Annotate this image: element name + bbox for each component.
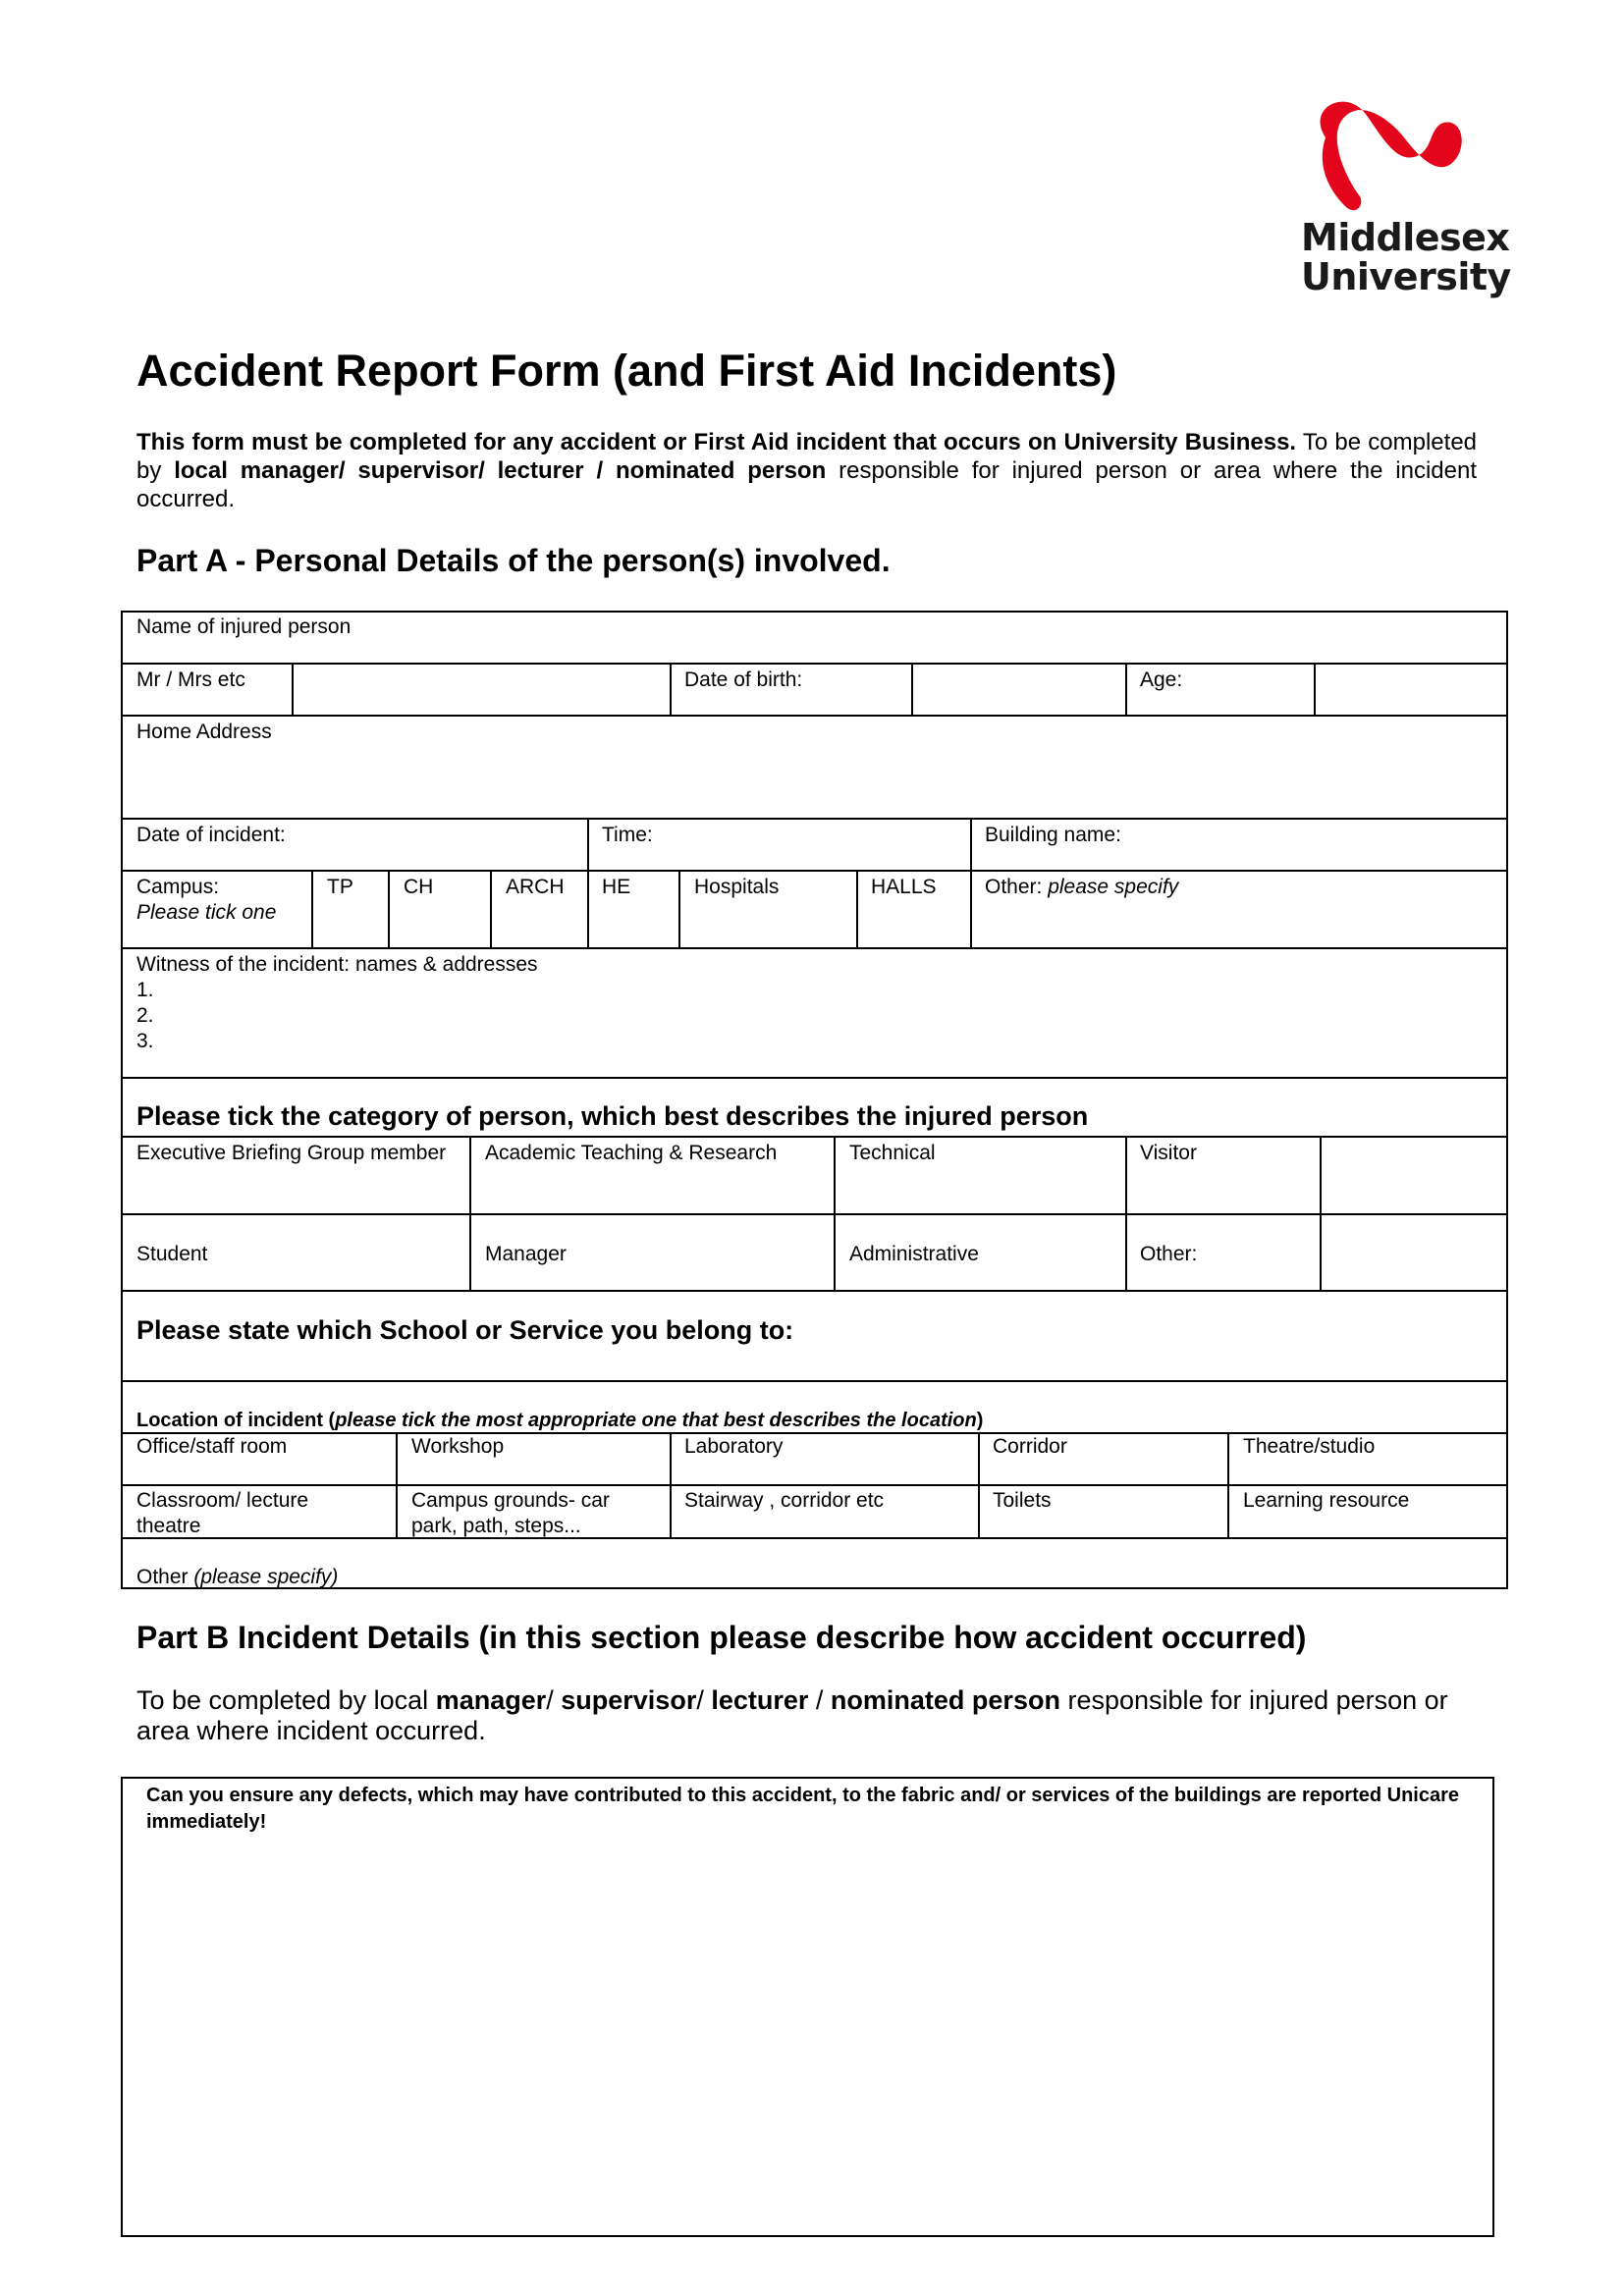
location-corridor: Corridor	[993, 1435, 1067, 1458]
campus-label-text: Campus:	[136, 876, 220, 898]
dob-field[interactable]	[914, 664, 1125, 715]
category-administrative: Administrative	[849, 1243, 979, 1265]
category-visitor: Visitor	[1140, 1142, 1197, 1164]
campus-option-hospitals[interactable]: Hospitals	[694, 876, 780, 898]
location-other-hint: (please specify)	[193, 1566, 339, 1588]
date-incident-label: Date of incident:	[136, 824, 286, 846]
part-b-intro-t1: To be completed by local	[136, 1685, 436, 1715]
age-field[interactable]	[1317, 664, 1506, 715]
campus-option-tp[interactable]: TP	[327, 876, 353, 898]
location-learning-resource: Learning resource	[1243, 1489, 1410, 1512]
category-tick-box-2[interactable]	[1323, 1215, 1506, 1290]
intro-bold-1: This form must be completed for any accident or First Aid incident that occurs on University Business.	[136, 429, 1297, 455]
campus-other-hint: please specify	[1048, 876, 1179, 898]
location-heading-start: Location of incident (	[136, 1410, 336, 1431]
intro-text-1: To be completed by	[136, 429, 1478, 484]
part-b-intro-b3: lecturer	[711, 1685, 809, 1715]
campus-option-arch[interactable]: ARCH	[506, 876, 565, 898]
campus-other-label: Other:	[985, 876, 1049, 898]
part-b-intro-b4: nominated person	[830, 1685, 1060, 1715]
part-b-intro-t3: /	[696, 1685, 712, 1715]
location-toilets: Toilets	[993, 1489, 1052, 1512]
logo-wordmark	[1301, 218, 1511, 296]
category-academic: Academic Teaching & Research	[485, 1142, 778, 1164]
name-label: Name of injured person	[136, 615, 352, 638]
part-a-heading: Part A - Personal Details of the person(s) involved.	[136, 543, 891, 578]
logo-line-1: Middlesex	[1301, 216, 1510, 259]
location-other[interactable]	[127, 1561, 348, 1594]
category-executive: Executive Briefing Group member	[136, 1142, 447, 1164]
school-heading: Please state which School or Service you belong to:	[136, 1315, 794, 1345]
location-other-label: Other	[136, 1566, 194, 1588]
part-b-intro-t5: responsible for injured person or area where incident occurred.	[136, 1685, 1448, 1745]
part-b-intro-t2: /	[546, 1685, 562, 1715]
witness-line-1: 1.	[136, 979, 154, 1001]
time-label: Time:	[602, 824, 653, 846]
category-heading: Please tick the category of person, which best describes the injured person	[136, 1101, 1089, 1131]
category-technical: Technical	[849, 1142, 936, 1164]
location-stairway: Stairway , corridor etc	[684, 1489, 885, 1512]
category-student: Student	[136, 1243, 208, 1265]
location-heading-end: )	[976, 1410, 984, 1431]
category-other: Other:	[1140, 1243, 1198, 1265]
address-label: Home Address	[136, 721, 272, 743]
title-field[interactable]	[295, 664, 670, 715]
part-b-intro-b2: supervisor	[561, 1685, 697, 1715]
category-tick-box-1[interactable]	[1323, 1137, 1506, 1212]
location-campus-grounds: Campus grounds- car park, path, steps...	[411, 1489, 610, 1537]
dob-label: Date of birth:	[684, 668, 803, 691]
campus-option-he[interactable]: HE	[602, 876, 631, 898]
age-label: Age:	[1140, 668, 1183, 691]
witness-section[interactable]	[127, 948, 548, 1058]
logo-line-2: University	[1301, 255, 1511, 298]
campus-other[interactable]	[975, 871, 1188, 904]
page-title: Accident Report Form (and First Aid Incidents)	[136, 346, 1117, 396]
location-workshop: Workshop	[411, 1435, 505, 1458]
part-b-intro-t4: /	[808, 1685, 831, 1715]
location-office: Office/staff room	[136, 1435, 288, 1458]
witness-line-2: 2.	[136, 1004, 154, 1027]
incident-details-box[interactable]	[121, 1777, 1494, 2237]
witness-line-3: 3.	[136, 1030, 154, 1052]
location-laboratory: Laboratory	[684, 1435, 784, 1458]
category-manager: Manager	[485, 1243, 567, 1265]
part-b-intro	[136, 1685, 1491, 1746]
campus-label	[127, 871, 286, 930]
intro-paragraph	[136, 428, 1477, 513]
campus-option-halls[interactable]: HALLS	[871, 876, 937, 898]
building-label: Building name:	[985, 824, 1121, 846]
part-b-intro-b1: manager	[435, 1685, 547, 1715]
location-classroom: Classroom/ lecture theatre	[136, 1489, 309, 1537]
intro-text-2: responsible for injured person or area where the incident occurred.	[136, 457, 1478, 512]
intro-bold-2: local manager/ supervisor/ lecturer / nominated person	[174, 457, 827, 484]
campus-option-ch[interactable]: CH	[404, 876, 434, 898]
campus-hint: Please tick one	[136, 901, 277, 924]
witness-label: Witness of the incident: names & addresses	[136, 953, 538, 976]
part-b-heading: Part B Incident Details (in this section please describe how accident occurred)	[136, 1620, 1307, 1655]
title-label: Mr / Mrs etc	[136, 668, 245, 691]
location-theatre: Theatre/studio	[1243, 1435, 1376, 1458]
location-heading-hint: please tick the most appropriate one that best describes the location	[335, 1410, 977, 1431]
incident-notice: Can you ensure any defects, which may have contributed to this accident, to the fabric and/ or services of the buildings are reported Unicare immediately!	[146, 1785, 1459, 1833]
